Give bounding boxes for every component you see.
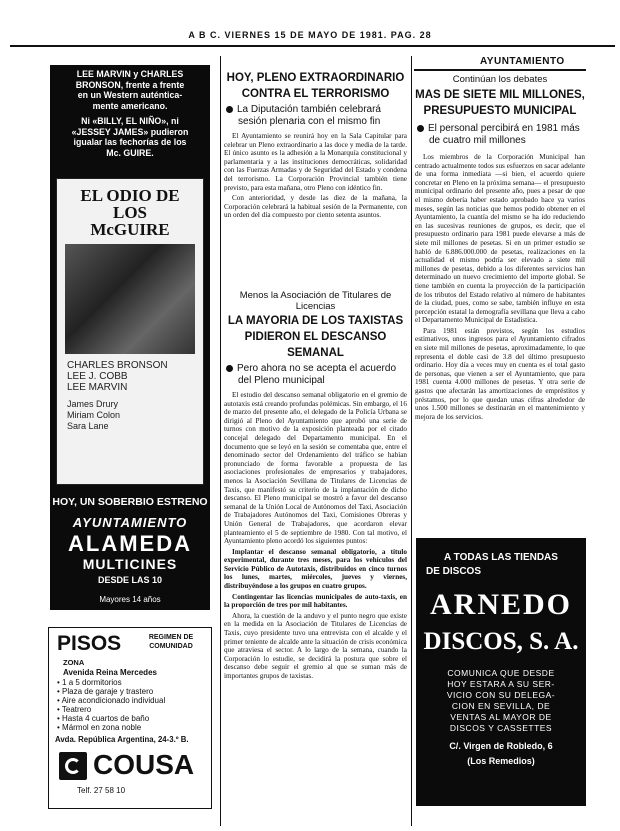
arnedo-brand: DISCOS, S. A.	[423, 628, 579, 655]
list-item: • Mármol en zona noble	[57, 723, 142, 732]
column-divider	[411, 56, 412, 826]
page-header: A B C. VIERNES 15 DE MAYO DE 1981. PAG. 28	[188, 30, 432, 40]
paragraph: Para 1981 están previstos, según los estudios estimativos, unos ingresos para el Ayuntamiento cifrados en siete mil millones de pesetas, aproximadamente, lo que representa el doble casi de 3.8 del último presupuesto ordinario. Hoy día a veces muy en cuenta es el total gasto de personas, que vienen a ser el Ayuntamiento, que para 1981 cuenta 4.000 millones de pesetas. Y otra serie de gastos que afectarán las amortizaciones de empréstitos y préstamos, por lo que quedan unas cifras alrededor de unos 1.500 millones se destinarán en el mantenimiento y mejora de los servicios.	[415, 326, 585, 421]
cousa-brand: COUSA	[93, 749, 195, 780]
poster-title: EL ODIO DE LOS McGUIRE	[80, 186, 180, 239]
paragraph: Ahora, la cuestión de la anduvo y el punto negro que existe en la medida en la Asociación de Titulares de Licencias de Taxis, cuyo presidente tuvo una entrevista con el alcalde y el primer teniente de alcalde ante la situación de crisis económica que atraviesa el sector. A lo largo de la semana, cuando la Corporación lo estudie, se decidirá la postura que sobre el descanso debe seguir el gremio al que se suman más de importantes grupos de taxistas.	[224, 611, 407, 680]
headline: MAS DE SIETE MIL MILLONES, PRESUPUESTO MUNICIPAL	[415, 89, 585, 117]
ad-line: Ni «BILLY, EL NIÑO», ni	[81, 116, 179, 126]
bullet-icon	[226, 106, 233, 113]
article-taxis	[224, 290, 407, 681]
ad-line: «JESSEY JAMES» pudieron	[71, 126, 189, 137]
ad-line: COMUNICA QUE DESDE	[447, 668, 555, 678]
ad-line: CION EN SEVILLA, DE	[451, 701, 551, 711]
ad-line: BRONSON, frente a frente	[75, 79, 185, 90]
paragraph: Implantar el descanso semanal obligatorio, a título experimental, durante tres meses, para los vehículos del Servicio Público de Autotaxis, distribuidos en cinco turnos los lunes, martes, miércoles, jueves y viernes, distribuyéndose a los grupos en cuatro grupos.	[224, 547, 407, 591]
cast-member: CHARLES BRONSON	[67, 360, 168, 371]
pisos-ad	[48, 627, 212, 809]
arnedo-address: C/. Virgen de Robledo, 6	[449, 741, 553, 751]
headline: LA MAYORIA DE LOS TAXISTAS PIDIERON EL DESCANSO SEMANAL	[227, 315, 404, 359]
column-divider	[220, 56, 221, 826]
paragraph: Los miembros de la Corporación Municipal han centrado actualmente todos sus esfuerzos en sacar adelante de una forma inmediata —si bien, el acuerdo quiere concretar en Pleno en la próxima semana— el presupuesto municipal ordinario del presente año, pues a pesar de que el mismo debería haber estado aprobado hace ya varios meses, según las noticias que hemos podido obtener en el Ayuntamiento, la cuantía del mismo se ha ido reduciendo en las sucesivas reuniones de grupos, es decir, que el presupuesto ordinario para 1981 puede elevarse a más de siete mil millones de pesetas. Si en un primer estudio se habló de 6.886.000.000 de pesetas, realizaciones en la actualidad el mismo podría ser elevado a siete mil millones de pesetas, debido a los diferentes servicios han determinado un nuevo crecimiento del importe global. Se tiene también en cuenta la proyección de la participación de los tributos del Estado relativo al número de habitantes de la ciudad, pues, como se sabe, también influye en esta percepción estatal la demografía sevillana que lleva a cabo el Departamento Municipal de Estadística.	[415, 153, 585, 325]
pisos-avenue: Avenida Reina Mercedes	[63, 668, 157, 677]
arnedo-address: (Los Remedios)	[467, 756, 535, 766]
cinema-name: AYUNTAMIENTO	[72, 515, 188, 530]
paragraph: Contingentar las licencias municipales de auto-taxis, en la proporción de tres por mil habitantes.	[224, 592, 407, 610]
arnedo-ad	[416, 538, 586, 806]
headline: HOY, PLENO EXTRAORDINARIO CONTRA EL TERRORISMO	[226, 72, 405, 100]
movie-poster	[56, 178, 204, 485]
subheadline: El personal percibirá en 1981 más de cuatro mil millones	[429, 123, 585, 147]
section-rule	[414, 69, 586, 71]
list-item: • Teatrero	[57, 705, 92, 714]
ad-line: VENTAS AL MAYOR DE	[450, 712, 552, 722]
cousa-logo-icon	[59, 752, 87, 780]
pisos-features	[57, 678, 207, 732]
pisos-title: PISOS	[57, 632, 122, 655]
paragraph: Con anterioridad, y desde las diez de la mañana, la Corporación celebrará la habitual sesión de la Permanente, con un orden del día compuesto por ciento setenta asuntos.	[224, 194, 407, 220]
list-item: • Plaza de garaje y trastero	[57, 687, 154, 696]
cast-member: James Drury	[67, 399, 119, 409]
cinema-name: MULTICINES	[82, 556, 178, 572]
arnedo-brand: ARNEDO	[429, 588, 572, 621]
ad-line: en un Western auténtica-	[77, 90, 183, 100]
movie-ad-intro	[50, 65, 210, 158]
header-rule	[10, 45, 615, 47]
poster-image	[65, 244, 195, 354]
ad-line: A TODAS LAS TIENDAS	[444, 552, 558, 563]
article-budget	[415, 74, 585, 421]
ad-line: HOY ESTARA A SU SER-	[447, 679, 555, 689]
cast-member: LEE MARVIN	[67, 382, 128, 393]
age-rating: Mayores 14 años	[99, 595, 161, 604]
pisos-regimen: REGIMEN DE COMUNIDAD	[148, 634, 194, 650]
list-item: • 1 a 5 dormitorios	[57, 678, 122, 687]
ad-line: LEE MARVIN y CHARLES	[76, 69, 184, 79]
ad-slogan: HOY, UN SOBERBIO ESTRENO	[52, 496, 208, 508]
kicker: Continúan los debates	[452, 74, 548, 85]
paragraph: El estudio del descanso semanal obligatorio en el gremio de autotaxis está creando profundas polémicas. Sin embargo, el 16 de marzo del presente año, el delegado de la Policía Urbana se dirigió al Pleno del Ayuntamiento que aprobó una serie de turnos con motivo de la exposición planteada por el citado concejal delegado del Departamento municipal. En el documento que se leyó en la sesión se comentaba que, entre el denominado sector del Ordenamiento del tráfico se habían pronunciado de forma favorable a propuesta de las asociaciones profesionales de empresarios y trabajadores, menos la Asociación Sevillana de Titulares de Licencias de Taxis, que manifestó su criterio de la implantación de dicho descanso. El Pleno municipal se mostró a favor del descanso semanal de la Unión Local de Autónomos del Taxi, Asociación de Trabajadores Autónomos del Taxi, Comisiones Obreras y Unión General de Trabajadores, que acordaron elevar planteamiento el 5 de septiembre de 1980. Con tal motivo, el Ayuntamiento pleno acordó los siguientes puntos:	[224, 391, 407, 546]
section-label: AYUNTAMIENTO	[480, 56, 565, 67]
ad-line: igualar las fechorías de los	[73, 137, 187, 147]
cast-member: LEE J. COBB	[67, 371, 128, 382]
list-item: • Hasta 4 cuartos de baño	[57, 714, 150, 723]
bullet-icon	[417, 125, 424, 132]
cast-member: Miriam Colon	[67, 410, 121, 420]
cinema-name: ALAMEDA	[68, 531, 192, 556]
movie-ad	[50, 65, 210, 610]
paragraph: El Ayuntamiento se reunirá hoy en la Sala Capitular para celebrar un Pleno extraordinario a las doce y media de la tarde. El único asunto es la adhesión a la Monarquía constitucional y parlamentaria y a las instituciones democráticas, solidaridad con las Fuerzas Armadas y de Seguridad del Estado y condena del terrorismo. La Corporación Provincial también tiene previsto, para esta mañana, otro Pleno con idéntico fin.	[224, 132, 407, 192]
pisos-phone: Telf. 27 58 10	[77, 786, 126, 795]
article-terrorism	[224, 70, 407, 220]
ad-line: Mc. GUIRE.	[106, 147, 154, 158]
pisos-address: Avda. República Argentina, 24-3.º B.	[55, 735, 189, 744]
ad-line: DE DISCOS	[426, 566, 482, 577]
ad-line: VICIO CON SU DELEGA-	[446, 690, 556, 700]
list-item: • Aire acondicionado individual	[57, 696, 166, 705]
kicker: Menos la Asociación de Titulares de Licencias	[239, 290, 392, 312]
ad-line: DISCOS Y CASSETTES	[449, 723, 553, 733]
cast-member: Sara Lane	[67, 421, 109, 431]
subheadline: La Diputación también celebrará sesión plenaria con el mismo fin	[238, 104, 407, 128]
pisos-zona: ZONA	[63, 658, 85, 667]
arnedo-message	[416, 668, 586, 734]
bullet-icon	[226, 365, 233, 372]
ad-line: mente americano.	[92, 100, 168, 111]
subheadline: Pero ahora no se acepta el acuerdo del Pleno municipal	[238, 363, 407, 387]
showtime: DESDE LAS 10	[97, 575, 163, 585]
